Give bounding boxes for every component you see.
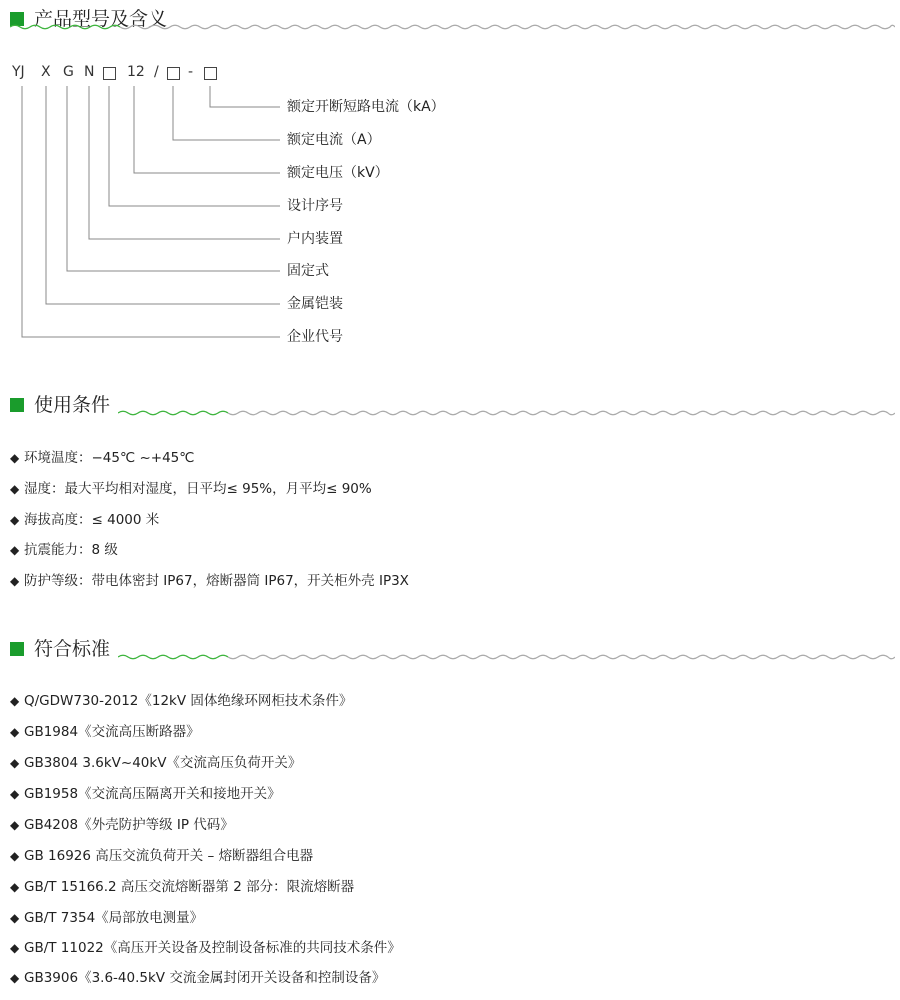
label-indoor: 户内装置 (287, 231, 343, 247)
model-code-diagram (0, 0, 900, 360)
list-item (10, 968, 385, 988)
list-item (10, 938, 401, 958)
standard-text: GB/T 11022《高压开关设备及控制设备标准的共同技术条件》 (24, 940, 401, 956)
diamond-bullet-icon: ◆ (10, 911, 20, 925)
list-item (10, 448, 194, 468)
standard-text: GB3906《3.6-40.5kV 交流金属封闭开关设备和控制设备》 (24, 970, 386, 986)
standard-text: GB/T 15166.2 高压交流熔断器第 2 部分：限流熔断器 (24, 879, 355, 895)
standard-text: GB1984《交流高压断路器》 (24, 724, 200, 740)
standard-text: GB3804 3.6kV~40kV《交流高压负荷开关》 (24, 755, 302, 771)
condition-text: 海拔高度：≤ 4000 米 (24, 512, 160, 528)
condition-text: 环境温度：−45℃ ~+45℃ (24, 450, 195, 466)
code-part-n: N (84, 64, 95, 80)
wave-divider (118, 409, 895, 417)
condition-text: 湿度：最大平均相对湿度，日平均≤ 95%，月平均≤ 90% (24, 481, 372, 497)
section-header-standards (10, 636, 895, 662)
green-square-icon (10, 398, 24, 412)
list-item (10, 540, 118, 560)
list-item (10, 571, 409, 591)
list-item (10, 908, 203, 928)
list-item (10, 510, 159, 530)
code-part-slash: / (154, 64, 159, 80)
section-title: 产品型号及含义 (34, 8, 168, 30)
list-item (10, 846, 313, 866)
label-fixed: 固定式 (287, 263, 329, 279)
condition-text: 防护等级：带电体密封 IP67，熔断器筒 IP67，开关柜外壳 IP3X (24, 573, 409, 589)
diamond-bullet-icon: ◆ (10, 787, 20, 801)
code-part-voltage: 12 (127, 64, 145, 80)
condition-text: 抗震能力：8 级 (24, 542, 118, 558)
green-square-icon (10, 642, 24, 656)
list-item (10, 479, 372, 499)
diamond-bullet-icon: ◆ (10, 849, 20, 863)
diamond-bullet-icon: ◆ (10, 941, 20, 955)
diamond-bullet-icon: ◆ (10, 513, 20, 527)
code-part-dash: - (188, 64, 194, 80)
standard-text: GB1958《交流高压隔离开关和接地开关》 (24, 786, 281, 802)
diamond-bullet-icon: ◆ (10, 482, 20, 496)
standard-text: Q/GDW730-2012《12kV 固体绝缘环网柜技术条件》 (24, 693, 353, 709)
section-title: 使用条件 (34, 394, 111, 416)
list-item (10, 877, 354, 897)
label-rated-current: 额定电流（A） (287, 132, 381, 148)
wave-divider (118, 653, 895, 661)
label-company-code: 企业代号 (287, 329, 343, 345)
label-design-number: 设计序号 (287, 198, 343, 214)
diamond-bullet-icon: ◆ (10, 574, 20, 588)
label-rated-voltage: 额定电压（kV） (287, 165, 389, 181)
diamond-bullet-icon: ◆ (10, 725, 20, 739)
standard-text: GB/T 7354《局部放电测量》 (24, 910, 204, 926)
diamond-bullet-icon: ◆ (10, 543, 20, 557)
diamond-bullet-icon: ◆ (10, 971, 20, 985)
list-item (10, 691, 352, 711)
list-item (10, 815, 234, 835)
code-part-g: G (63, 64, 74, 80)
section-title: 符合标准 (34, 638, 111, 660)
diamond-bullet-icon: ◆ (10, 756, 20, 770)
standard-text: GB 16926 高压交流负荷开关 – 熔断器组合电器 (24, 848, 314, 864)
list-item (10, 722, 200, 742)
list-item (10, 753, 301, 773)
code-part-yj: YJ (12, 64, 25, 80)
diamond-bullet-icon: ◆ (10, 818, 20, 832)
diamond-bullet-icon: ◆ (10, 880, 20, 894)
label-breaking-current: 额定开断短路电流（kA） (287, 99, 445, 115)
standard-text: GB4208《外壳防护等级 IP 代码》 (24, 817, 234, 833)
list-item (10, 784, 281, 804)
section-header-conditions (10, 392, 895, 418)
label-metal-clad: 金属铠装 (287, 296, 343, 312)
code-part-x: X (41, 64, 51, 80)
diamond-bullet-icon: ◆ (10, 451, 20, 465)
diamond-bullet-icon: ◆ (10, 694, 20, 708)
